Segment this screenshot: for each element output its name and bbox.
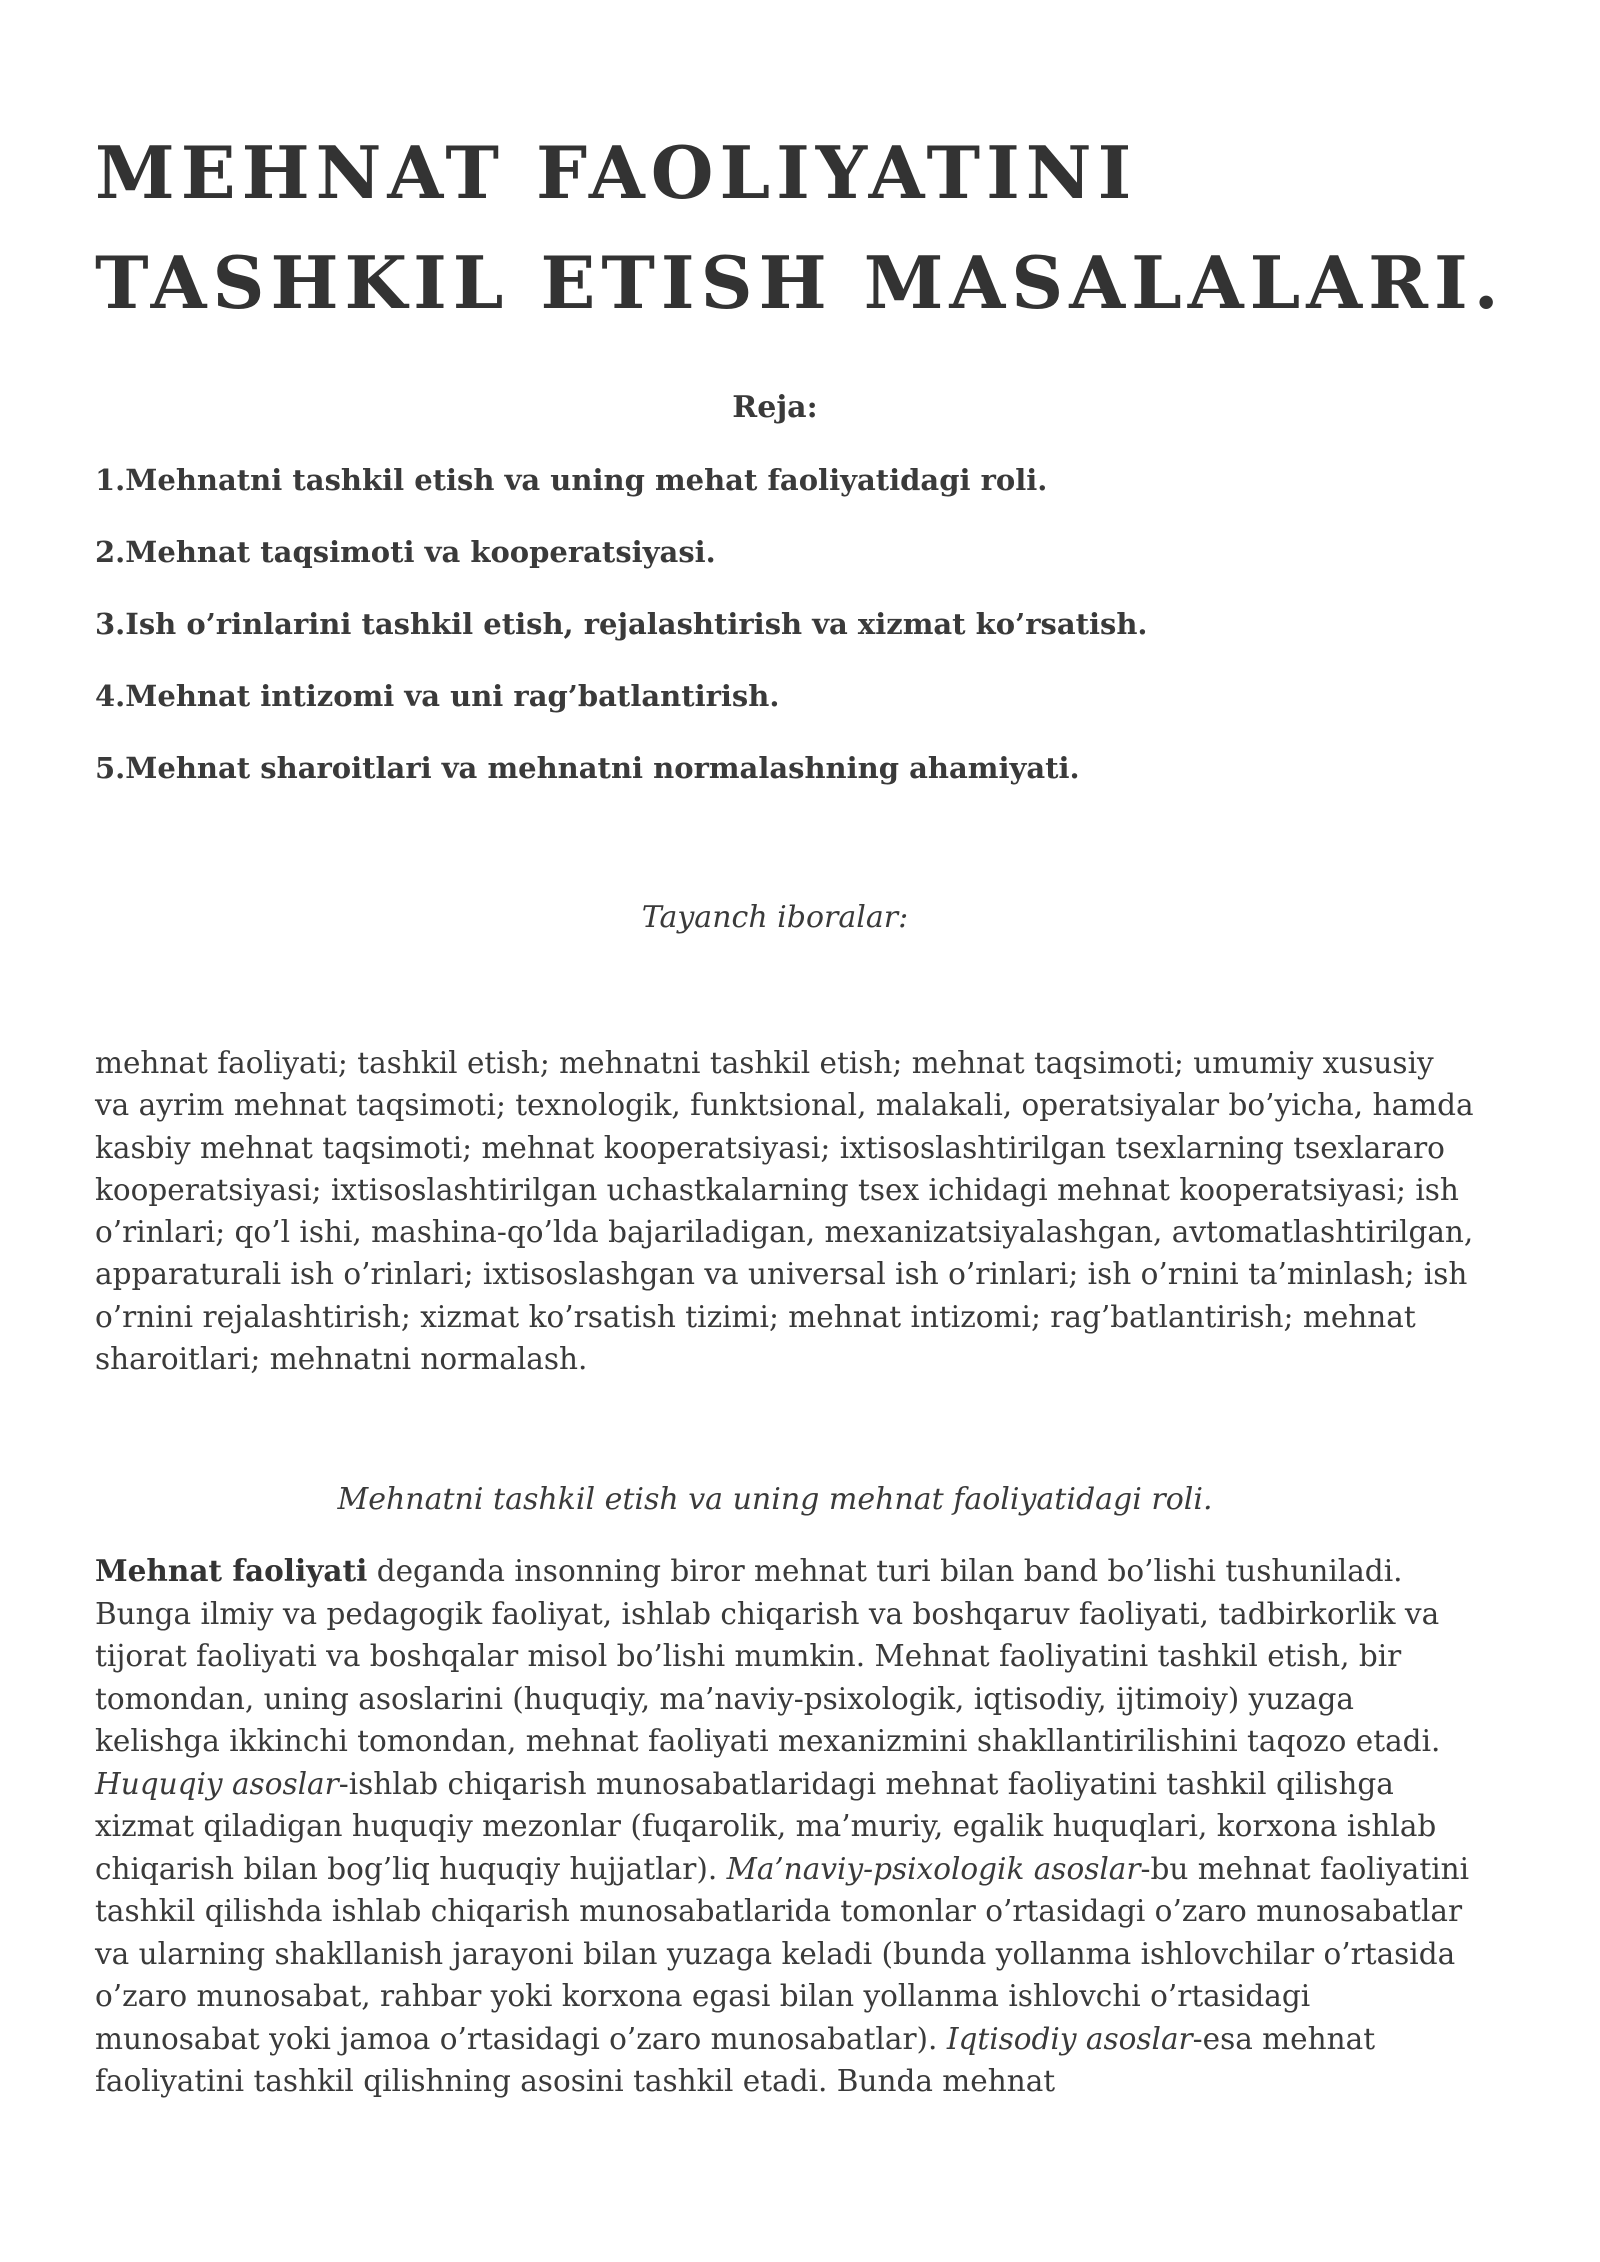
plan-item: 3.Ish o’rinlarini tashkil etish, rejalashtirish va xizmat ko’rsatish.: [95, 607, 1148, 641]
plan-item: 4.Mehnat intizomi va uni rag’batlantirish.: [95, 679, 780, 713]
term-mehnat-faoliyati: Mehnat faoliyati: [95, 1553, 368, 1588]
plan-item: 5.Mehnat sharoitlari va mehnatni normalashning ahamiyati.: [95, 751, 1080, 785]
body-paragraph: [95, 1550, 1475, 2103]
plan-heading: Reja:: [732, 390, 818, 425]
plan-item: 2.Mehnat taqsimoti va kooperatsiyasi.: [95, 535, 716, 569]
body-text-segment: -ishlab chiqarish munosabatlaridagi mehnat faoliyatini tashkil qilishga xizmat qiladigan huquqiy mezonlar (fuqarolik, ma’muriy, egalik huquqlari, korxona ishlab chiqarish bilan bog’liq huquqiy hujjatlar).: [95, 1766, 1437, 1886]
term-manaviy-psixologik-asoslar: Ma’naviy-psixologik asoslar: [726, 1851, 1141, 1886]
keywords-paragraph: mehnat faoliyati; tashkil etish; mehnatni tashkil etish; mehnat taqsimoti; umumiy xususiy va ayrim mehnat taqsimoti; texnologik, funktsional, malakali, operatsiyalar bo’yicha, hamda kasbiy mehnat taqsimoti; mehnat kooperatsiyasi; ixtisoslashtirilgan tsexlarning tsexlararo kooperatsiyasi; ixtisoslashtirilgan uchastkalarning tsex ichidagi mehnat kooperatsiyasi; ish o’rinlari; qo’l ishi, mashina-qo’lda bajariladigan, mexanizatsiyalashgan, avtomatlashtirilgan, apparaturali ish o’rinlari; ixtisoslashgan va universal ish o’rinlari; ish o’rnini ta’minlash; ish o’rnini rejalashtirish; xizmat ko’rsatish tizimi; mehnat intizomi; rag’batlantirish; mehnat sharoitlari; mehnatni normalash.: [95, 1046, 1474, 1377]
plan-item: 1.Mehnatni tashkil etish va uning mehat faoliyatidagi roli.: [95, 463, 1048, 497]
body-text-segment: -esa mehnat faoliyatini tashkil qilishning asosini tashkil etadi. Bunda mehnat: [95, 2021, 1376, 2098]
keywords-heading: Tayanch iboralar:: [641, 900, 909, 935]
plan-list: [95, 458, 1455, 818]
body-text-segment: -bu mehnat faoliyatini tashkil qilishda ishlab chiqarish munosabatlarida tomonlar o’rtasidagi o’zaro munosabatlar va ularning shakllanish jarayoni bilan yuzaga keladi (bunda yollanma ishlovchilar o’rtasida o’zaro munosabat, rahbar yoki korxona egasi bilan yollanma ishlovchi o’rtasidagi munosabat yoki jamoa o’rtasidagi o’zaro munosabatlar).: [95, 1851, 1470, 2056]
page-title: MEHNAT FAOLIYATINI TASHKIL ETISH MASALALARI.: [95, 130, 1505, 325]
section-heading: Mehnatni tashkil etish va uning mehnat faoliyatidagi roli.: [337, 1482, 1213, 1517]
term-huquqiy-asoslar: Huquqiy asoslar: [95, 1766, 339, 1801]
term-iqtisodiy-asoslar: Iqtisodiy asoslar: [946, 2021, 1193, 2056]
body-text-segment: deganda insonning biror mehnat turi bilan band bo’lishi tushuniladi. Bunga ilmiy va pedagogik faoliyat, ishlab chiqarish va boshqaruv faoliyati, tadbirkorlik va tijorat faoliyati va boshqalar misol bo’lishi mumkin. Mehnat faoliyatini tashkil etish, bir tomondan, uning asoslarini (huquqiy, ma’naviy-psixologik, iqtisodiy, ijtimoiy) yuzaga kelishga ikkinchi tomondan, mehnat faoliyati mexanizmini shakllantirilishini taqozo etadi.: [95, 1554, 1441, 1758]
